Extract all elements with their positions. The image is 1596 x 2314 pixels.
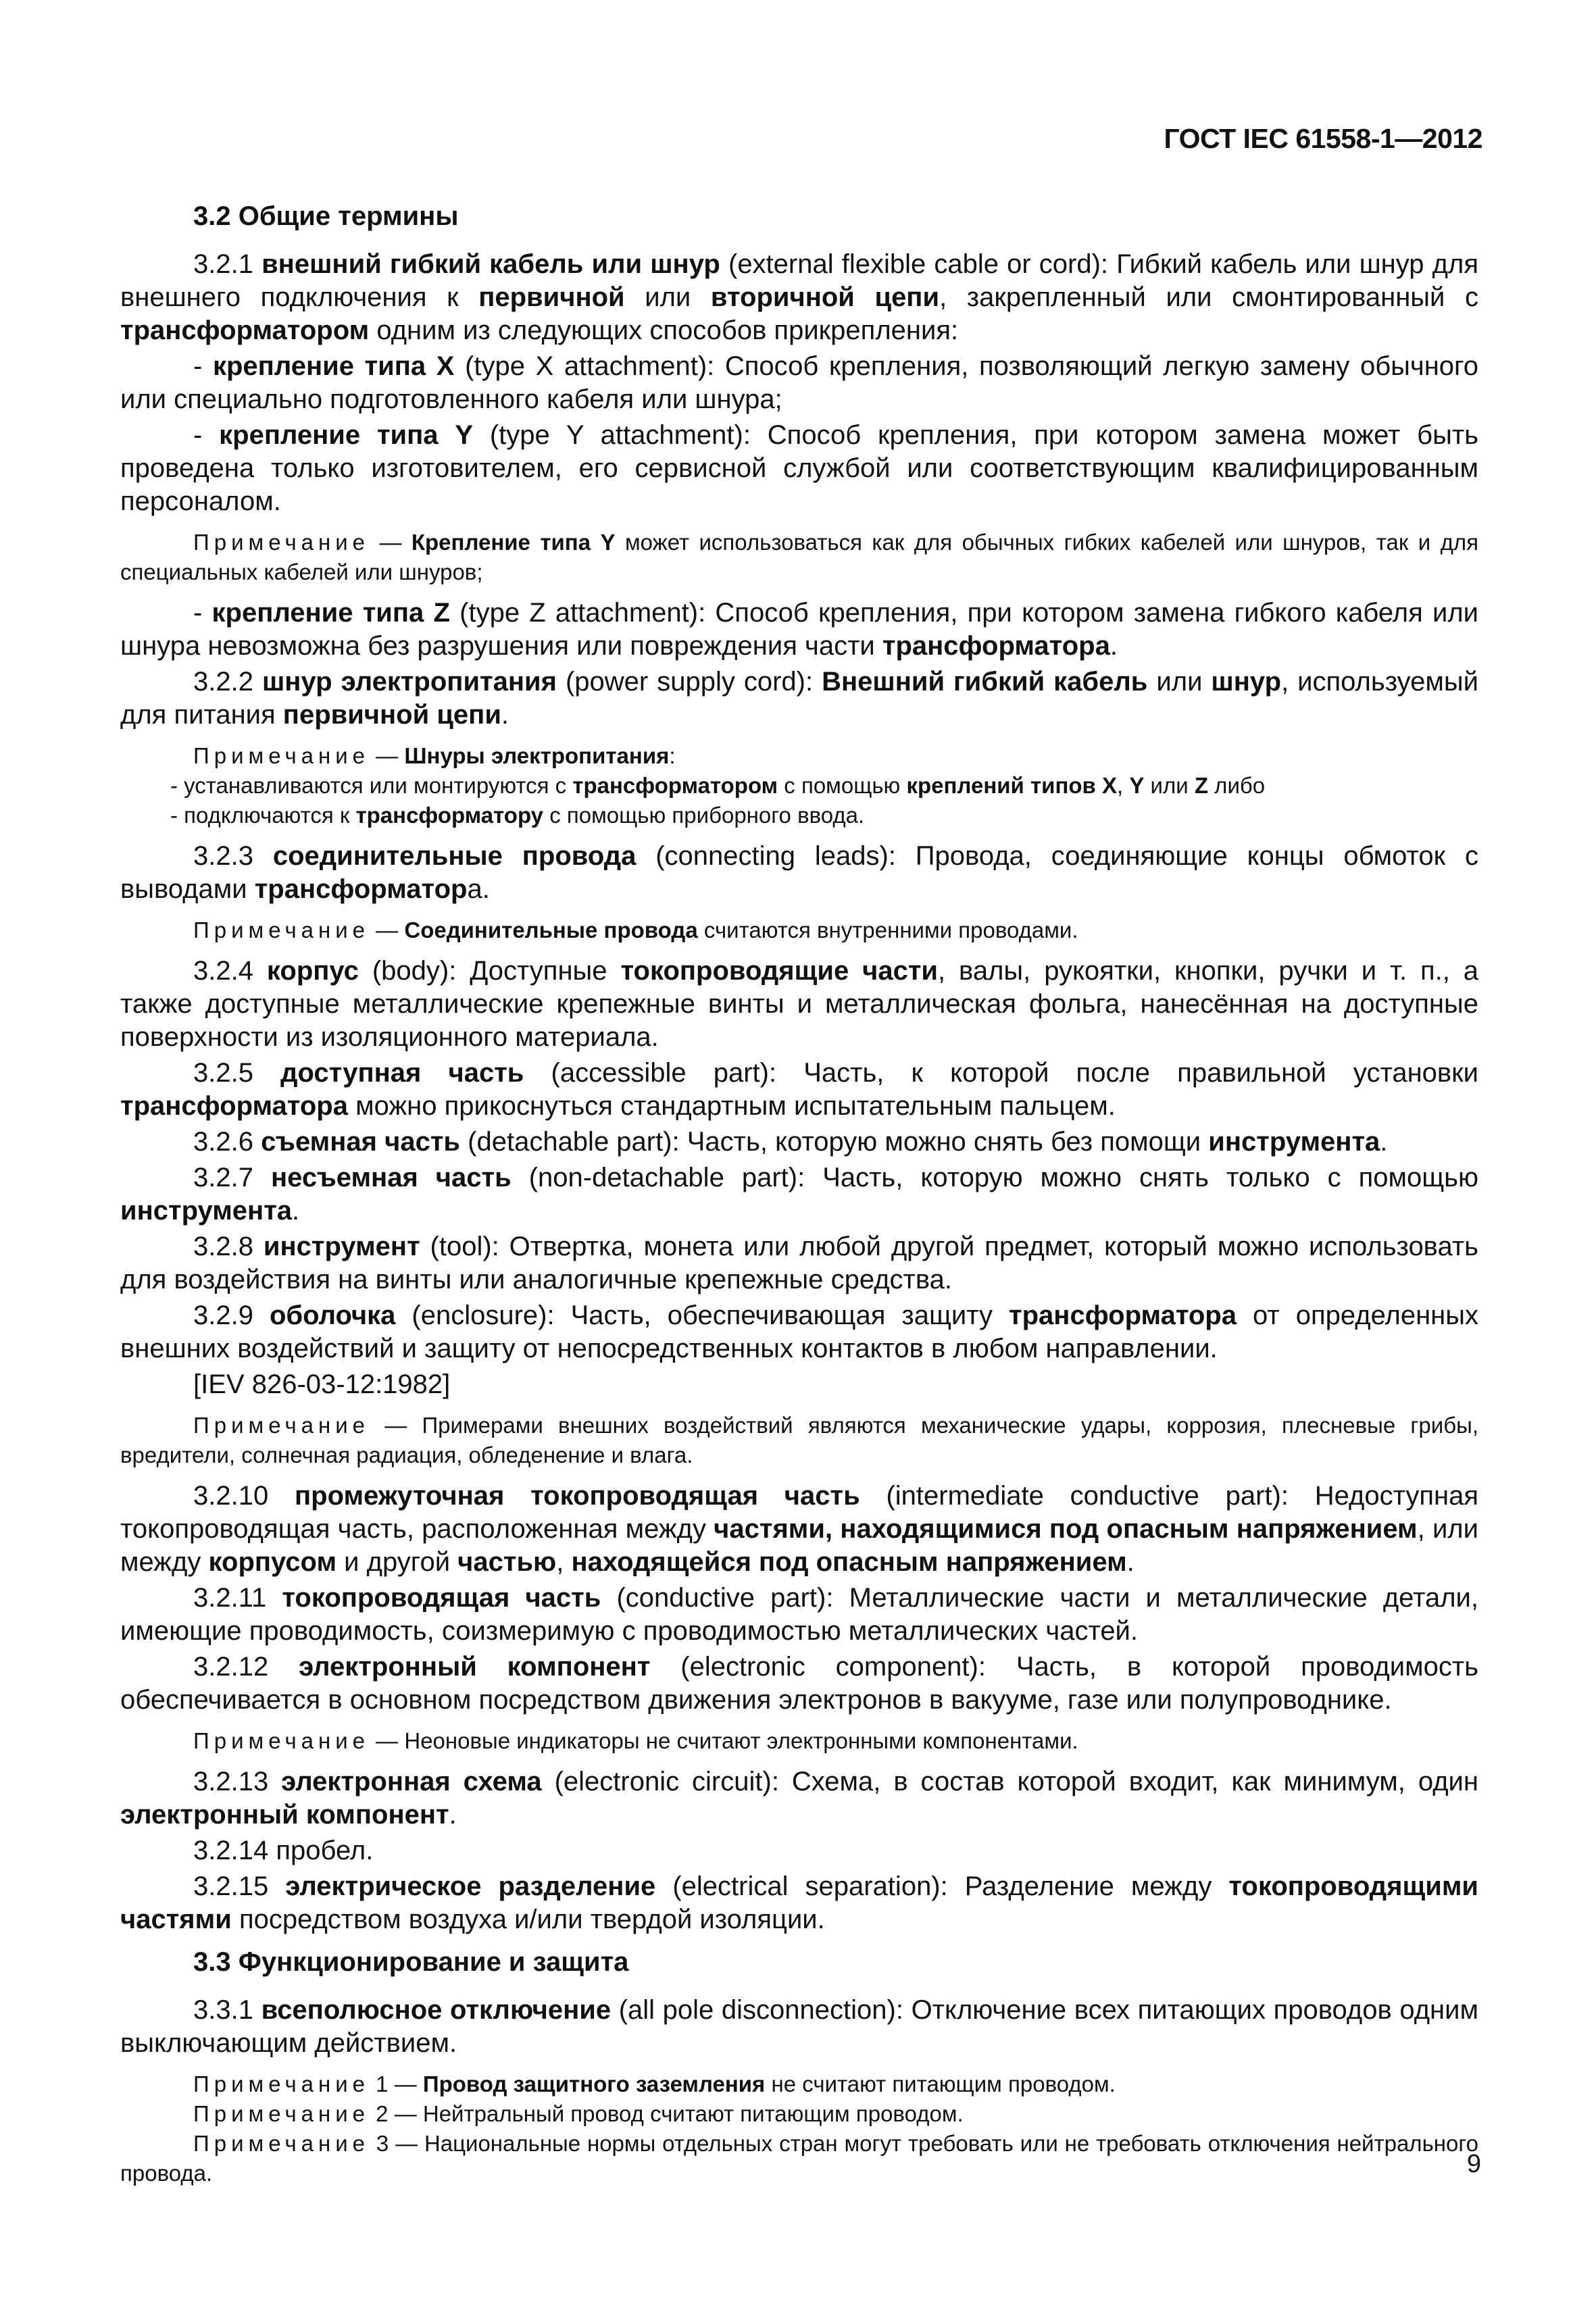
note-attachment-y: Примечание — Крепление типа Y может использоваться как для обычных гибких кабелей или шнуров, так и для специальных кабелей или шнуров; (120, 530, 1478, 584)
note-connecting-leads: Примечание — Соединительные провода считаются внутренними проводами. (193, 917, 1078, 942)
term-3-2-13: 3.2.13 электронная схема (electronic circuit): Схема, в состав которой входит, как минимум, один электронный компонент. (120, 1767, 1478, 1830)
note-enclosure: Примечание — Примерами внешних воздействий являются механические удары, коррозия, плесневые грибы, вредители, солнечная радиация, обледенение и влага. (120, 1413, 1478, 1467)
note-neon-indicators: Примечание — Неоновые индикаторы не считают электронными компонентами. (193, 1728, 1078, 1753)
term-3-2-5: 3.2.5 доступная часть (accessible part): Часть, к которой после правильной установки трансформатора можно прикоснуться стандартным испытательным пальцем. (120, 1058, 1478, 1121)
term-3-2-12: 3.2.12 электронный компонент (electronic component): Часть, в которой проводимость обеспечивается в основном посредством движения электронов в вакууме, газе или полупроводнике. (120, 1652, 1478, 1715)
section-heading-3-2: 3.2 Общие термины (193, 201, 459, 231)
note-3: Примечание 3 — Национальные нормы отдельных стран могут требовать или не требовать отключения нейтрального провода. (120, 2131, 1479, 2186)
term-3-2-10: 3.2.10 промежуточная токопроводящая часть (intermediate conductive part): Недоступная токопроводящая часть, расположенная между частями, находящимися под опасным напряжением, или между корпусом и другой частью, находящейся под опасным напряжением. (120, 1481, 1479, 1577)
term-3-2-14: 3.2.14 пробел. (193, 1836, 374, 1865)
term-3-2-15: 3.2.15 электрическое разделение (electrical separation): Разделение между токопроводящими частями посредством воздуха и/или твердой изоляции. (120, 1871, 1479, 1934)
note-power-cords: Примечание — Шнуры электропитания: (193, 743, 676, 768)
term-3-2-3: 3.2.3 соединительные провода (connecting leads): Провода, соединяющие концы обмоток с выводами трансформатора. (120, 841, 1479, 904)
attachment-type-y: - крепление типа Y (type Y attachment): Способ крепления, при котором замена может быть проведена только изготовителем, его сервисной службой или соответствующим квалифицированным персоналом. (120, 420, 1478, 516)
document-code-header: ГОСТ IEC 61558-1—2012 (1164, 123, 1482, 154)
term-3-2-9: 3.2.9 оболочка (enclosure): Часть, обеспечивающая защиту трансформатора от определенных внешних воздействий и защиту от непосредственных контактов в любом направлении. (120, 1301, 1479, 1363)
note-2: Примечание 2 — Нейтральный провод считают питающим проводом. (193, 2101, 964, 2126)
term-3-2-6: 3.2.6 съемная часть (detachable part): Часть, которую можно снять без помощи инструмента. (193, 1127, 1388, 1157)
document-body (120, 200, 1478, 2188)
term-3-2-8: 3.2.8 инструмент (tool): Отвертка, монета или любой другой предмет, который можно использовать для воздействия на винты или аналогичные крепежные средства. (120, 1232, 1479, 1294)
term-3-2-11: 3.2.11 токопроводящая часть (conductive part): Металлические части и металлические детали, имеющие проводимость, соизмеримую с проводимостью металлических частей. (120, 1583, 1479, 1646)
term-3-2-2: 3.2.2 шнур электропитания (power supply cord): Внешний гибкий кабель или шнур, используемый для питания первичной цепи. (120, 667, 1478, 730)
attachment-type-z: - крепление типа Z (type Z attachment): Способ крепления, при котором замена гибкого кабеля или шнура невозможна без разрушения или повреждения части трансформатора. (120, 598, 1479, 661)
term-3-2-4: 3.2.4 корпус (body): Доступные токопроводящие части, валы, рукоятки, кнопки, ручки и т. п., а также доступные металлические крепежные винты и металлическая фольга, нанесённая на доступные поверхности из изоляционного материала. (120, 956, 1479, 1052)
section-heading-3-3: 3.3 Функционирование и защита (193, 1947, 629, 1977)
iev-reference: [IEV 826-03-12:1982] (193, 1369, 451, 1399)
page-number: 9 (1466, 2150, 1481, 2178)
note-1: Примечание 1 — Провод защитного заземления не считают питающим проводом. (193, 2071, 1116, 2096)
term-3-2-7: 3.2.7 несъемная часть (non-detachable part): Часть, которую можно снять только с помощью инструмента. (120, 1163, 1478, 1226)
attachment-type-x: - крепление типа X (type X attachment): Способ крепления, позволяющий легкую замену обычного или специально подготовленного кабеля или шнура; (120, 351, 1478, 414)
term-3-2-1: 3.2.1 внешний гибкий кабель или шнур (external flexible cable or cord): Гибкий кабель или шнур для внешнего подключения к первичной или вторичной цепи, закрепленный или смонтированный с трансформатором одним из следующих способов прикрепления: (120, 249, 1479, 345)
note-power-cords-line-1: - устанавливаются или монтируются с трансформатором с помощью креплений типов X, Y или Z либо (170, 773, 1266, 798)
term-3-3-1: 3.3.1 всеполюсное отключение (all pole disconnection): Отключение всех питающих проводов одним выключающим действием. (120, 1995, 1478, 2058)
note-power-cords-line-2: - подключаются к трансформатору с помощью приборного ввода. (170, 803, 865, 828)
